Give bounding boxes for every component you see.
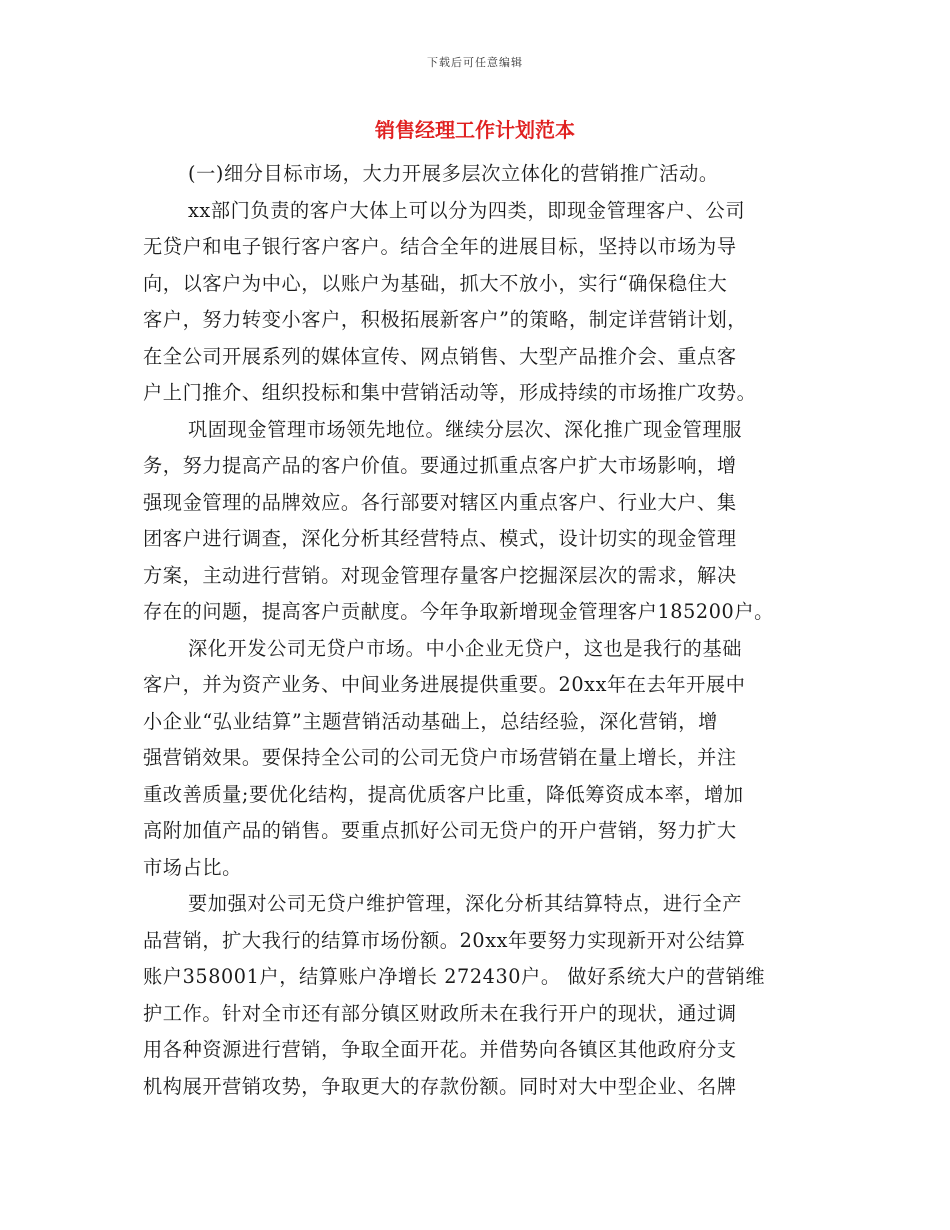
body-line-23: 账户358001户，结算账户净增长 272430户。 做好系统大户的营销维	[143, 965, 766, 988]
body-line-16: 小企业“弘业结算”主题营销活动基础上，总结经验，深化营销，增	[143, 709, 718, 733]
body-line-20: 市场占比。	[143, 855, 242, 879]
body-line-15: 客户，并为资产业务、中间业务进展提供重要。20xx年在去年开展中	[143, 673, 746, 696]
body-line-4: 向，以客户为中心，以账户为基础，抓大不放小，实行“确保稳住大	[143, 271, 728, 295]
body-line-21: 要加强对公司无贷户维护管理，深化分析其结算特点，进行全产	[188, 892, 743, 915]
body-line-19: 高附加值产品的销售。要重点抓好公司无贷户的开户营销，努力扩大	[143, 819, 737, 842]
body-line-7: 户上门推介、组织投标和集中营销活动等，形成持续的市场推广攻势。	[143, 381, 757, 404]
body-line-10: 强现金管理的品牌效应。各行部要对辖区内重点客户、行业大户、集	[143, 490, 737, 514]
body-line-24: 护工作。针对全市还有部分镇区财政所未在我行开户的现状，通过调	[143, 1001, 737, 1025]
document-title: 销售经理工作计划范本	[375, 118, 575, 142]
body-line-2: xx部门负责的客户大体上可以分为四类，即现金管理客户、公司	[188, 198, 746, 222]
body-line-1: (一)细分目标市场，大力开展多层次立体化的营销推广活动。	[188, 162, 719, 185]
body-line-13: 存在的问题，提高客户贡献度。今年争取新增现金管理客户185200户。	[143, 600, 774, 623]
body-line-8: 巩固现金管理市场领先地位。继续分层次、深化推广现金管理服	[188, 417, 743, 441]
body-line-9: 务，努力提高产品的客户价值。要通过抓重点客户扩大市场影响，增	[143, 454, 737, 477]
body-line-6: 在全公司开展系列的媒体宣传、网点销售、大型产品推介会、重点客	[143, 344, 737, 368]
body-line-3: 无贷户和电子银行客户客户。结合全年的进展目标，坚持以市场为导	[143, 235, 737, 258]
header-note: 下载后可任意编辑	[427, 56, 523, 69]
document-body	[143, 156, 813, 1105]
body-line-11: 团客户进行调查，深化分析其经营特点、模式，设计切实的现金管理	[143, 527, 737, 550]
body-line-18: 重改善质量;要优化结构，提高优质客户比重，降低筹资成本率，增加	[143, 782, 744, 806]
body-line-22: 品营销，扩大我行的结算市场份额。20xx年要努力实现新开对公结算	[143, 928, 746, 952]
body-line-17: 强营销效果。要保持全公司的公司无贷户市场营销在量上增长，并注	[143, 746, 737, 769]
body-line-14: 深化开发公司无贷户市场。中小企业无贷户，这也是我行的基础	[188, 636, 743, 660]
body-line-25: 用各种资源进行营销，争取全面开花。并借势向各镇区其他政府分支	[143, 1038, 737, 1061]
body-line-12: 方案，主动进行营销。对现金管理存量客户挖掘深层次的需求，解决	[143, 563, 737, 587]
body-line-5: 客户，努力转变小客户，积极拓展新客户”的策略，制定详营销计划，	[143, 308, 748, 331]
body-line-26: 机构展开营销攻势，争取更大的存款份额。同时对大中型企业、名牌	[143, 1074, 737, 1098]
